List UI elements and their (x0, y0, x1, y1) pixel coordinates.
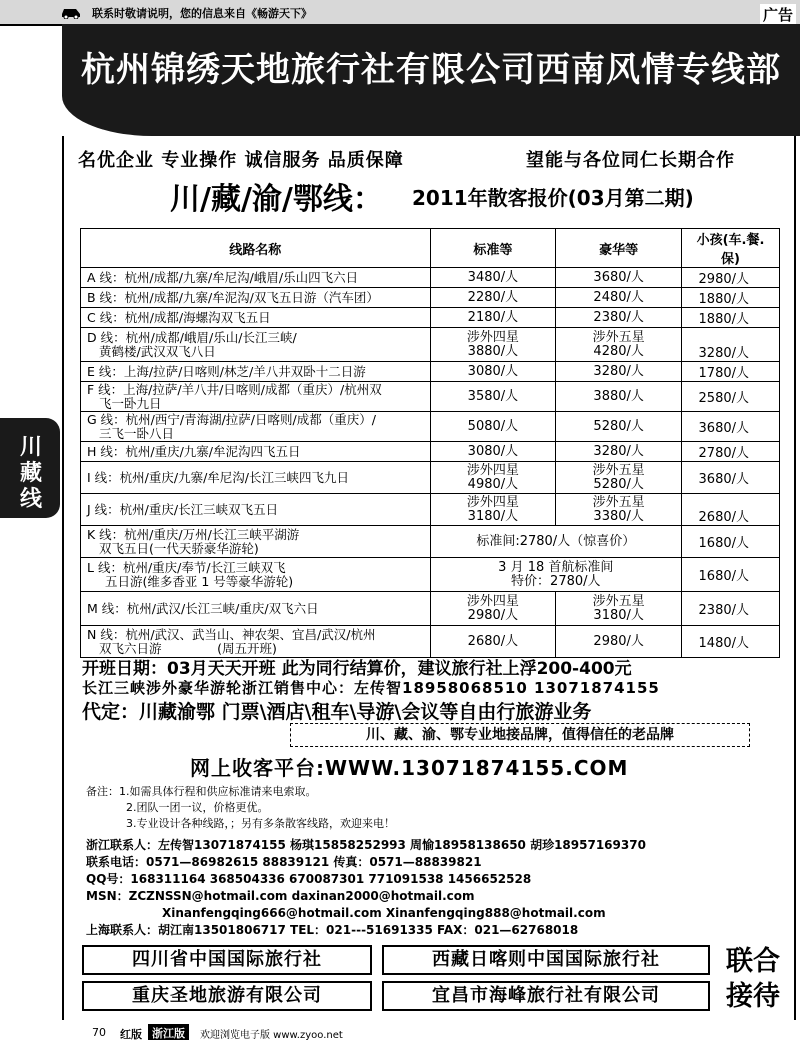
luxury-price: 涉外五星 5280/人 (556, 462, 682, 494)
standard-price: 2180/人 (430, 308, 556, 328)
footer (62, 1022, 800, 1040)
table-row (81, 558, 780, 592)
child-price: 1680/人 (682, 558, 780, 592)
route-cell: K 线：杭州/重庆/万州/长江三峡平湖游 双飞五日(一代天骄豪华游轮) (81, 526, 431, 558)
route-cell: G 线：杭州/西宁/青海湖/拉萨/日喀则/成都（重庆）/ 三飞一卧八日 (81, 412, 431, 442)
partner-chongqing: 重庆圣地旅游有限公司 (82, 981, 372, 1011)
contacts (86, 837, 646, 939)
table-row (81, 494, 780, 526)
side-tab-char: 藏 (19, 461, 42, 486)
table-row (81, 626, 780, 658)
route-cell: J 线：杭州/重庆/长江三峡双飞五日 (81, 494, 431, 526)
remark-item: 3.专业设计各种线路，；另有多条散客线路，欢迎来电！ (126, 817, 395, 830)
schedule-line: 开班日期：03月天天开班 此为同行结算价，建议旅行社上浮200-400元 (82, 659, 632, 679)
company-title: 杭州锦绣天地旅行社有限公司西南风情专线部 (81, 50, 781, 90)
standard-price: 3080/人 (430, 362, 556, 382)
joint-reception-line-2: 接待 (726, 981, 780, 1012)
route-cell: B 线：杭州/成都/九寨/牟泥沟/双飞五日游（汽车团） (81, 288, 431, 308)
route-cell: D 线：杭州/成都/峨眉/乐山/长江三峡/ 黄鹤楼/武汉双飞八日 (81, 328, 431, 362)
route-cell: H 线：杭州/重庆/九寨/牟泥沟四飞五日 (81, 442, 431, 462)
child-price: 1880/人 (682, 308, 780, 328)
child-price: 1480/人 (682, 626, 780, 658)
child-price: 2780/人 (682, 442, 780, 462)
luxury-price: 涉外五星 3380/人 (556, 494, 682, 526)
partner-yichang: 宜昌市海峰旅行社有限公司 (382, 981, 710, 1011)
standard-price: 2280/人 (430, 288, 556, 308)
ad-tag: 广告 (760, 4, 796, 25)
services-line: 代定：川藏渝鄂 门票\酒店\租车\导游\会议等自由行旅游业务 (82, 701, 592, 723)
partner-sichuan: 四川省中国国际旅行社 (82, 945, 372, 975)
slogan (78, 146, 798, 172)
merged-price: 标准间:2780/人（惊喜价） (430, 526, 682, 558)
child-price: 2580/人 (682, 382, 780, 412)
col-header-standard: 标准等 (430, 229, 556, 268)
merged-price: 3 月 18 首航标准间 特价：2780/人 (430, 558, 682, 592)
table-row (81, 382, 780, 412)
joint-reception-line-1: 联合 (726, 946, 780, 977)
price-heading: 2011年散客报价(03月第二期) (412, 186, 694, 210)
table-row (81, 592, 780, 626)
top-strip (0, 0, 800, 26)
luxury-price: 3880/人 (556, 382, 682, 412)
route-cell: M 线：杭州/武汉/长江三峡/重庆/双飞六日 (81, 592, 431, 626)
child-price: 3280/人 (682, 328, 780, 362)
route-heading: 川/藏/渝/鄂线： (170, 182, 383, 217)
luxury-price: 2480/人 (556, 288, 682, 308)
luxury-price: 涉外五星 3180/人 (556, 592, 682, 626)
zhejiang-contacts: 浙江联系人：左传智13071874155 杨琪15858252993 周愉18958138650 胡珍18957169370 (86, 838, 646, 852)
route-cell: A 线：杭州/成都/九寨/牟尼沟/峨眉/乐山四飞六日 (81, 268, 431, 288)
table-row (81, 526, 780, 558)
slogan-right: 望能与各位同仁长期合作 (526, 150, 735, 171)
brand-slogan-box: 川、藏、渝、鄂专业地接品牌，值得信任的老品牌 (290, 723, 750, 747)
route-cell: N 线：杭州/武汉、武当山、神农架、宜昌/武汉/杭州 双飞六日游 (周五开班) (81, 626, 431, 658)
table-row (81, 362, 780, 382)
luxury-price: 2380/人 (556, 308, 682, 328)
remark-item: 2.团队一团一议，价格更优。 (126, 801, 269, 814)
route-cell: L 线：杭州/重庆/奉节/长江三峡双飞 五日游(维多香亚 1 号等豪华游轮) (81, 558, 431, 592)
col-header-child: 小孩(车.餐.保) (682, 229, 780, 268)
phone-fax: 联系电话：0571—86982615 88839121 传真：0571—88839821 (86, 855, 482, 869)
child-price: 2980/人 (682, 268, 780, 288)
footer-link[interactable]: 欢迎浏览电子版 www.zyoo.net (200, 1030, 343, 1040)
partner-tibet: 西藏日喀则中国国际旅行社 (382, 945, 710, 975)
child-price: 2380/人 (682, 592, 780, 626)
route-cell: F 线：上海/拉萨/羊八井/日喀则/成都（重庆）/杭州双 飞一卧九日 (81, 382, 431, 412)
qq-numbers: QQ号：168311164 368504336 670087301 771091538 1456652528 (86, 872, 532, 886)
table-row (81, 442, 780, 462)
standard-price: 3580/人 (430, 382, 556, 412)
luxury-price: 5280/人 (556, 412, 682, 442)
table-row (81, 288, 780, 308)
table-row (81, 412, 780, 442)
website-line[interactable]: 网上收客平台:WWW.13071874155.COM (190, 756, 629, 780)
standard-price: 涉外四星 2980/人 (430, 592, 556, 626)
child-price: 1680/人 (682, 526, 780, 558)
luxury-price: 3280/人 (556, 442, 682, 462)
source-notice: 联系时敬请说明，您的信息来自《畅游天下》 (92, 7, 312, 20)
luxury-price: 3280/人 (556, 362, 682, 382)
zhejiang-edition-badge: 浙江版 (148, 1024, 189, 1040)
edition-label: 红版 (120, 1028, 142, 1040)
luxury-price: 3680/人 (556, 268, 682, 288)
page-number: 70 (92, 1026, 106, 1039)
remarks (86, 784, 395, 832)
standard-price: 涉外四星 3880/人 (430, 328, 556, 362)
msn-line-2: Xinanfengqing666@hotmail.com Xinanfengqing888@hotmail.com (162, 906, 606, 920)
route-cell: C 线：杭州/成都/海螺沟双飞五日 (81, 308, 431, 328)
standard-price: 涉外四星 4980/人 (430, 462, 556, 494)
side-tab-char: 线 (19, 487, 42, 512)
col-header-route: 线路名称 (81, 229, 431, 268)
table-header-row (81, 229, 780, 268)
child-price: 3680/人 (682, 462, 780, 494)
remark-item: 备注：1.如需具体行程和供应标准请来电索取。 (86, 785, 317, 798)
cruise-sales-line: 长江三峡涉外豪华游轮浙江销售中心：左传智18958068510 13071874155 (82, 679, 660, 697)
route-cell: I 线：杭州/重庆/九寨/牟尼沟/长江三峡四飞九日 (81, 462, 431, 494)
col-header-luxury: 豪华等 (556, 229, 682, 268)
standard-price: 3080/人 (430, 442, 556, 462)
price-table (80, 228, 780, 658)
side-tab-char: 川 (19, 435, 42, 460)
luxury-price: 涉外五星 4280/人 (556, 328, 682, 362)
table-row (81, 268, 780, 288)
standard-price: 2680/人 (430, 626, 556, 658)
joint-reception (718, 944, 788, 1014)
child-price: 2680/人 (682, 494, 780, 526)
shanghai-contact: 上海联系人：胡江南13501806717 TEL：021---51691335 FAX：021—62768018 (86, 923, 579, 937)
standard-price: 5080/人 (430, 412, 556, 442)
route-cell: E 线：上海/拉萨/日喀则/林芝/羊八井双卧十二日游 (81, 362, 431, 382)
car-icon (60, 5, 82, 19)
child-price: 1880/人 (682, 288, 780, 308)
table-row (81, 328, 780, 362)
table-row (81, 308, 780, 328)
child-price: 1780/人 (682, 362, 780, 382)
side-tab (0, 418, 60, 518)
standard-price: 涉外四星 3180/人 (430, 494, 556, 526)
luxury-price: 2980/人 (556, 626, 682, 658)
standard-price: 3480/人 (430, 268, 556, 288)
table-row (81, 462, 780, 494)
msn-line-1: MSN：ZCZNSSN@hotmail.com daxinan2000@hotmail.com (86, 889, 475, 903)
slogan-left: 名优企业 专业操作 诚信服务 品质保障 (78, 150, 404, 171)
child-price: 3680/人 (682, 412, 780, 442)
